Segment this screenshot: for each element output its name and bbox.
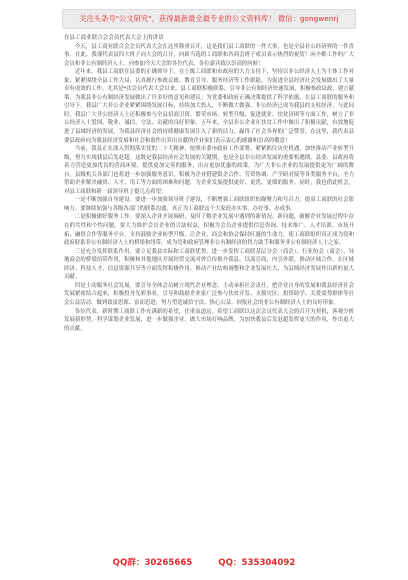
document-title: 在县工商业联合会会员代表大会上的讲话 — [64, 35, 164, 41]
promo-banner-text: 关注头条号"公文研究"，获得最新最全最专业的公文资料库！ 微信：gongwenrj — [79, 14, 339, 23]
paragraph: 二是积极做好服务工作。要深入企业开展调研，及时了解企业发展中遇到的新情况、新问题，破解企业发展过程中存在的共性和个性问题。要大力维护会员企业的合法权益，积极为会员企业提供信息咨询、技术推广、人才培训、市场开拓、融资合作等服务平台，支持鼓励企业转型升级，让企业、商会和协会保持旺盛的生命力，使工商联组织真正成为党和政府联系非公有制经济人士的桥梁和纽带，成为党和政府管理非公有制经济的得力助手和服务非公有制经济人士之家。 — [64, 214, 354, 247]
paragraph: 四是主动服务社会发展。要引导全体会员树立现代企业理念，主动承担社会责任，把企业自身的发展和我县经济社会发展紧密结合起来，积极投身光彩事业，引导和鼓励企业家广泛参与扶贫开发、支援灾区、捐资助学、关爱弱势群体等社会公益活动，做到致富思源、富而思进，努力塑造诚信守法、热心公益、回报社会的非公有制经济人士的良好形象。 — [64, 282, 354, 306]
qq-group-number: QQ群：30265665 — [112, 558, 193, 568]
qq-number: QQ：535304092 — [218, 558, 296, 568]
paragraph: 各位代表，新时期工商联工作充满新的希望，任重而道远。希望工商联以这次会员代表大会的召开为契机，客观分析发展新形势，科学谋划企业发展，进一步做强企业，做大市场打响品牌，为加快我县后发赶超发挥更大的作用，作出更大的贡献。 — [64, 308, 354, 332]
promo-banner — [62, 9, 356, 29]
paragraph: 当前，我县正在深入贯彻落实党的二十大精神，按照市委市政府工作部署，紧紧抓住历史机遇，加快推动产业转型升级，努力实现我县后发赶超。这既是我县经济社会发展的关键期，也是全县非公经济发展的重要机遇期。县委、县政府将着力营造更加优良的营商环境，提供更加完善的服务，出台更加优惠的政策，为广大非公企业的发展提供更为广阔的舞台。县级机关各部门也将进一步加强服务意识，积极为企业搭建银企合作、劳资协调、产学研对接等各类服务平台，全力帮助企业解决融资、人才、用工等方面的困难和问题，为企业发展提供更好、更优、更细的服务。同时，我也借此机会，对县工商联和新一届领导班子提几点希望： — [64, 146, 354, 195]
paragraph: 一是不断加强自身建设。要进一步加强领导班子建设，不断增强工商联组织的凝聚力和号召力，提高工商联的社会影响力。要继续加强与各级各部门的联系沟通，真正为工商联这个大家庭办实事、办好事、办成事。 — [64, 197, 354, 212]
paragraph: 近年来，我县工商联在县委的正确领导下，在上级工商联和市政府的大力支持下，坚持以非公经济人士为主体工作对象，紧紧围绕全县工作大局，认真履行参政议政、教育引导、服务经济等工作职能，为促进全县经济社会发展做出了大量卓有成效的工作。尤其是*次会员代表大会以来，县工商联积极联系、引导非公有制经济快速发展，积极参政议政，建言献策，为我县非公有制经济发展做出了许多好的意见和建议；为党委和政府正确决策提供了科学依据。在县工商联的服务和引导下，我县广大非公企业紧紧围绕发展目标，持续加大投入，不断做大做强，非公经济已成为我县的支柱经济。与此同时，我县广大非公经济人士还积极参与全县招商引资、繁荣市场、转型升级、促进就业、扶贫济困等方面工作，树立了非公经济人士爱国、敬业、诚信、守法、贡献的良好形象。五年来，全县非公企业在扶贫工作中做出了积极贡献，有效地促进了县域经济的发展，为我县经济社会的持续健康发展注入了新的活力，赢得了社会各界的广泛赞誉。在这里，我代表县委县政府向为我县经济发展和社会和谐作出突出贡献的企业家们表示衷心的感谢和崇高的敬意！ — [64, 69, 354, 144]
paragraph: 今天，县工商业联合会会员代表大会在这里隆重召开，这是我们县工商联的一件大事，也是全县非公经济界的一件喜事。在此，我谨代表县四大班子向大会的召开，向新当选的工商联和各商会班子成员表示热烈的祝贺！向辛勤工作的广大会员和非公有制经济人士，向参加今天大会的各位代表，各位嘉宾致以崇高的问候！ — [64, 43, 354, 67]
paragraph: 三是充分发挥联系作用。要立足我县实际和工商联优势，进一步发挥工商联基层分会（商会）、行业协会（商会）、异地商会的桥梁纽带作用，积极和其他地区开展经贸交流对外宣传推介我县，以商引商，内引外联，推动区域合作，在区域经济、科技人才、信息资源共享等方面发挥积极作用，推动产业结构调整和企业发展壮大，为县域经济发展作出新的更大贡献。 — [64, 248, 354, 281]
contact-footer — [0, 555, 408, 569]
document-body — [64, 34, 354, 546]
